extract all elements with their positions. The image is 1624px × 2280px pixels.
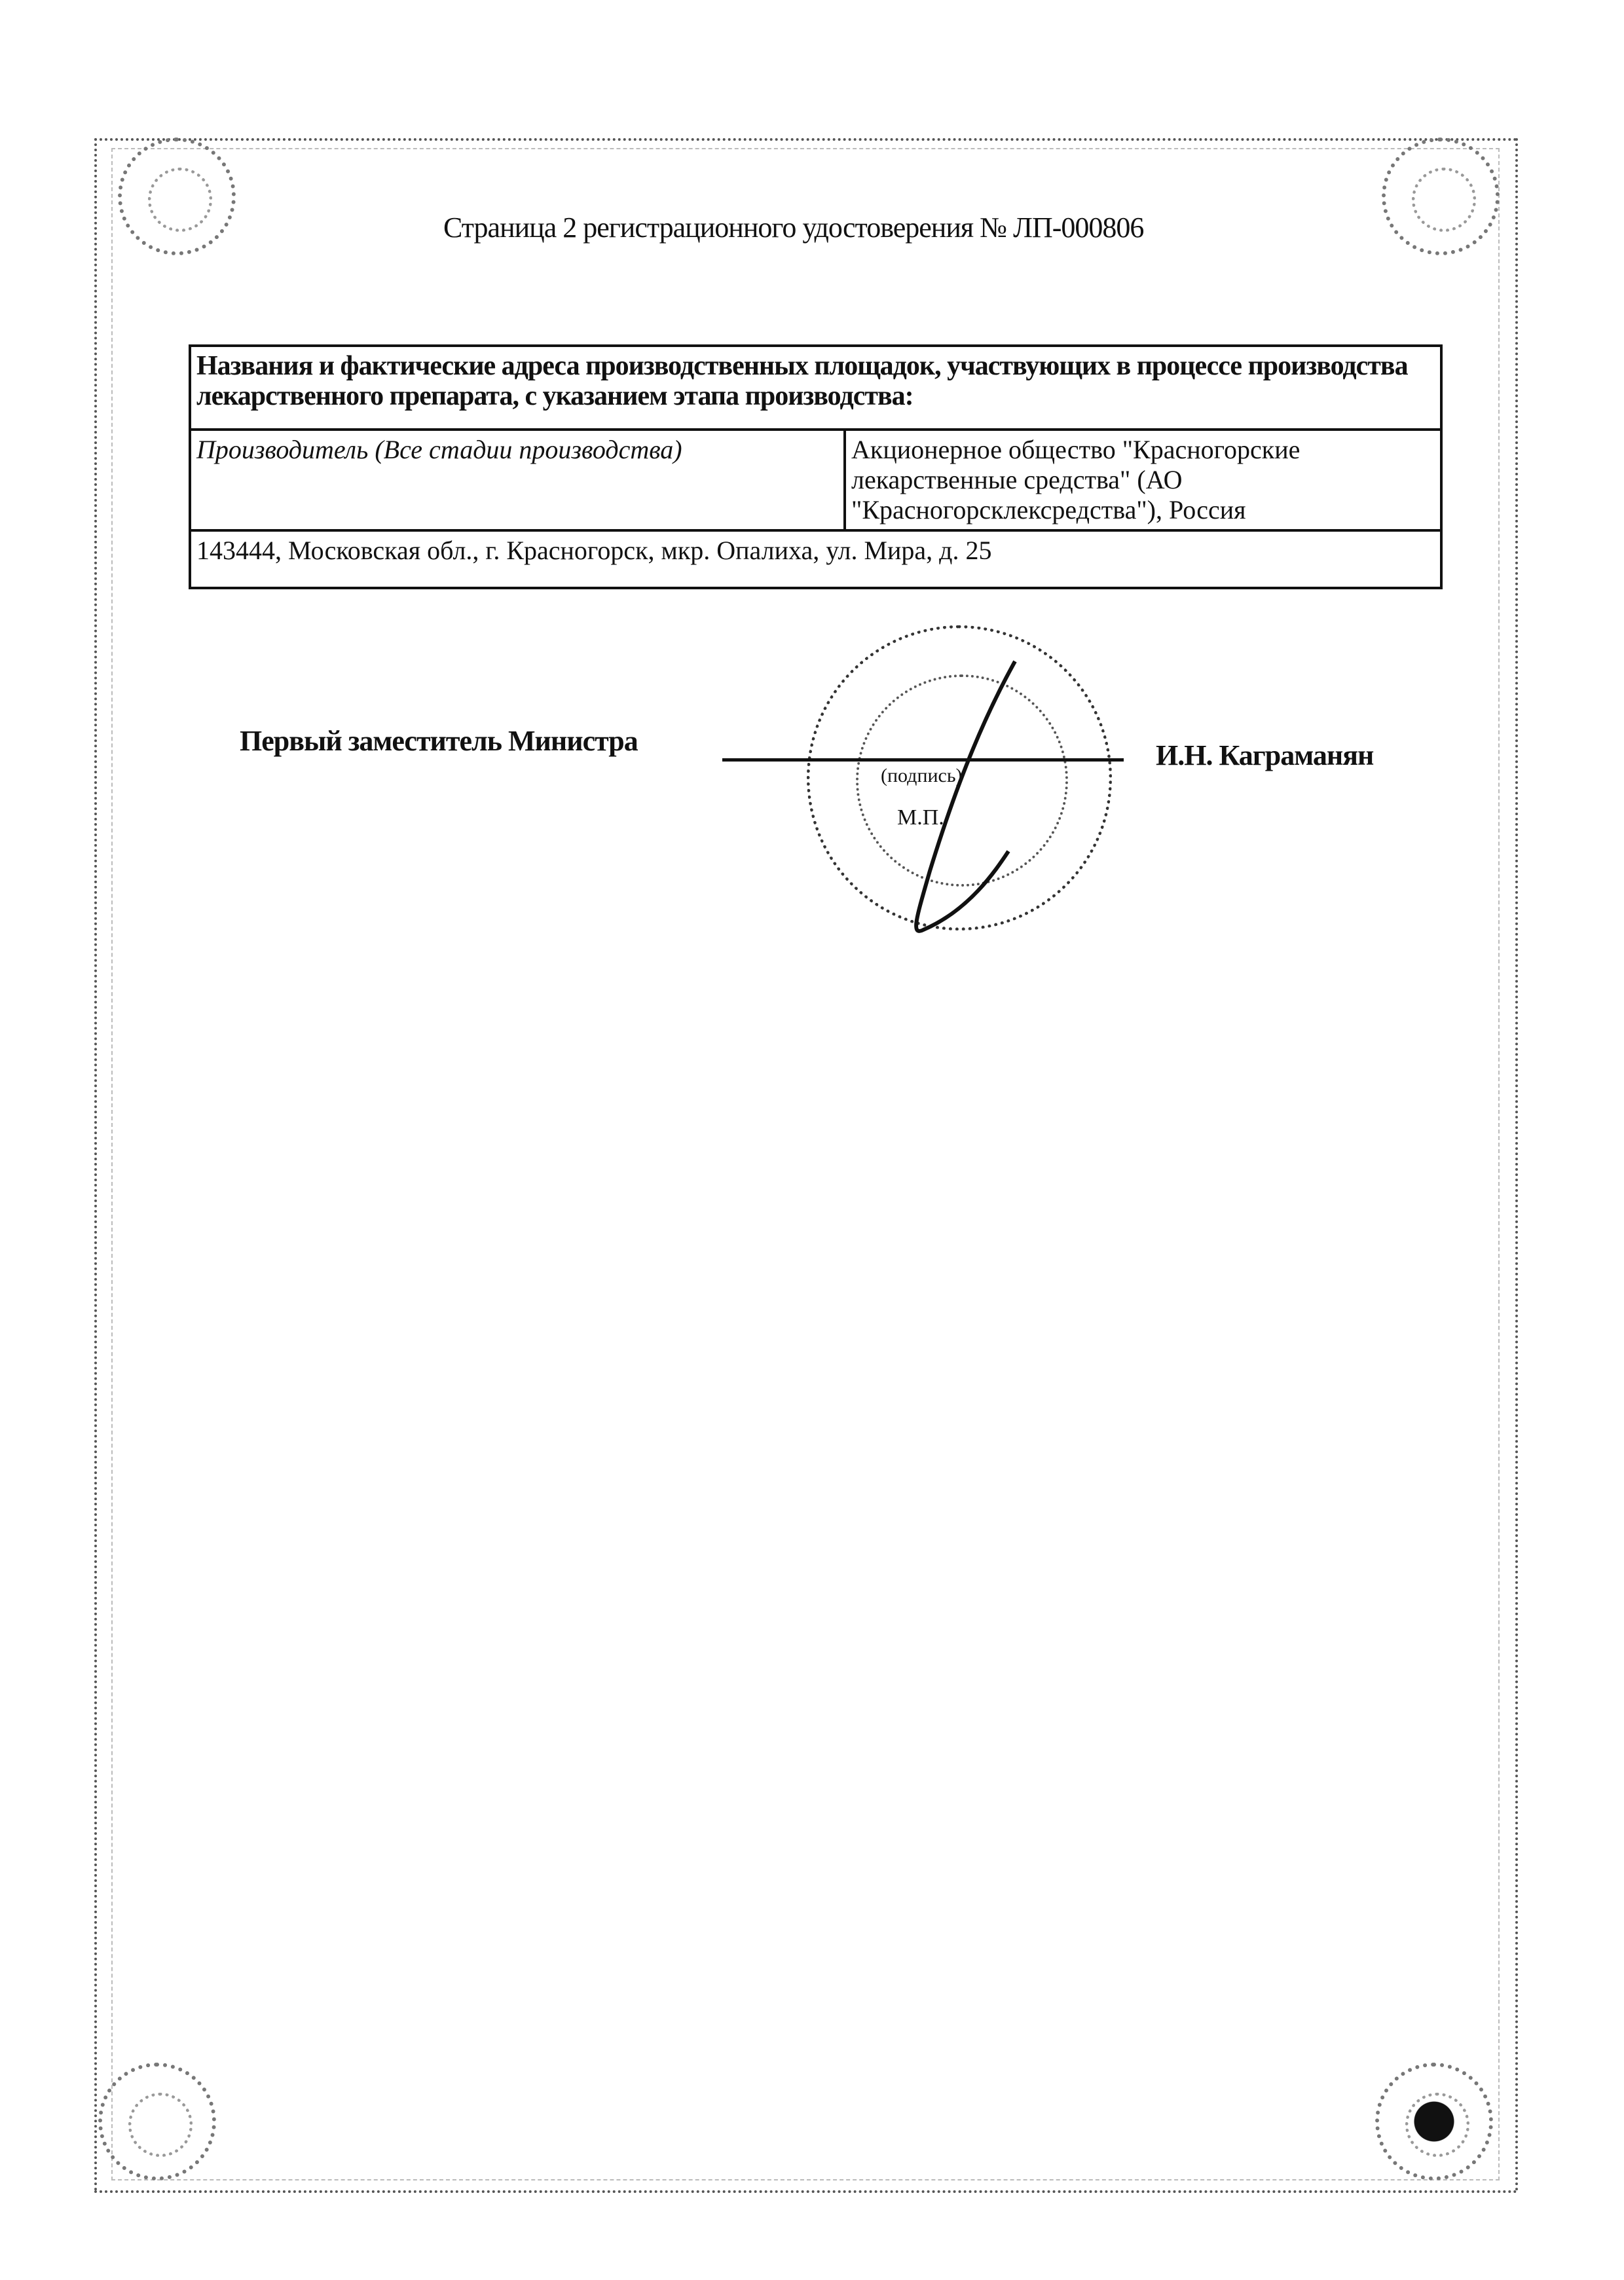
signatory-name: И.Н. Каграманян (1156, 739, 1374, 771)
manufacturer-address: 143444, Московская обл., г. Красногорск, мкр. Опалиха, ул. Мира, д. 25 (190, 530, 1441, 588)
rosette-ornament-icon (98, 2063, 216, 2180)
signatory-position: Первый заместитель Министра (240, 725, 638, 757)
rosette-ornament-icon (1375, 2063, 1493, 2180)
seal-place-mark: М.П. (897, 805, 944, 830)
manufacturer-company: Акционерное общество "Красногорские лекарственные средства" (АО "Красногорсклексредства"), Россия (845, 430, 1441, 530)
table-heading: Названия и фактические адреса производственных площадок, участвующих в процессе производства лекарственного препарата, с указанием этапа производства: (190, 346, 1441, 430)
manufacturer-role: Производитель (Все стадии производства) (190, 430, 845, 530)
signature-line (722, 758, 1124, 762)
signature-caption: (подпись) (881, 765, 963, 786)
handwritten-signature (0, 0, 1624, 982)
page-title: Страница 2 регистрационного удостоверения № ЛП-000806 (443, 211, 1144, 244)
